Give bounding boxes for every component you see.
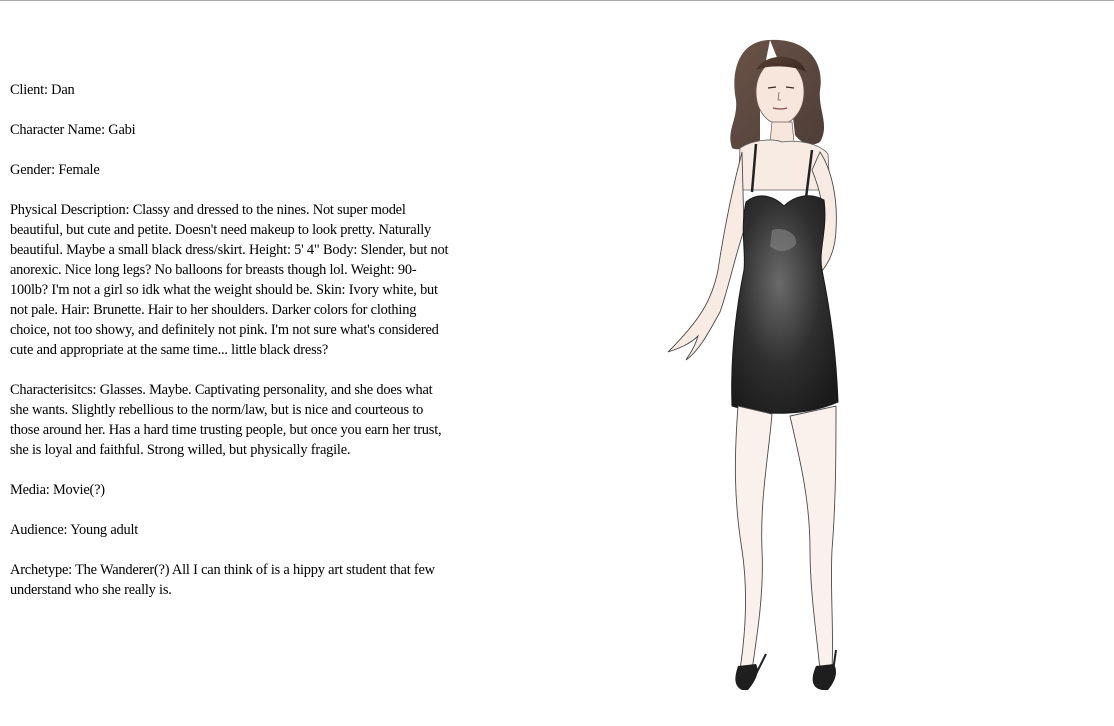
character-sketch-image: [660, 30, 880, 700]
character-name-line: Character Name: Gabi: [10, 122, 136, 138]
client-line: Client: Dan: [10, 82, 75, 98]
left-leg: [735, 406, 772, 670]
gender-line: Gender: Female: [10, 162, 100, 178]
media-line: Media: Movie(?): [10, 482, 105, 498]
top-border: [0, 0, 1114, 1]
left-arm: [668, 152, 744, 360]
archetype-paragraph: Archetype: The Wanderer(?) All I can think of is a hippy art student that few understand who she really is.: [10, 562, 435, 598]
characteristics-paragraph: Characterisitcs: Glasses. Maybe. Captivating personality, and she does what she wants. Slightly rebellious to the norm/law, but is nice and courteous to those around her. Has a hard time trusting people, but once you earn her trust, she is loyal and faithful. Strong willed, but physically fragile.: [10, 382, 442, 458]
character-profile: [10, 80, 450, 620]
physical-description-paragraph: Physical Description: Classy and dressed to the nines. Not super model beautiful, but cute and petite. Doesn't need makeup to look pretty. Naturally beautiful. Maybe a small black dress/skirt. Height: 5' 4" Body: Slender, but not anorexic. Nice long legs? No balloons for breasts though lol. Weight: 90-100lb? I'm not a girl so idk what the weight should be. Skin: Ivory white, but not pale. Hair: Brunette. Hair to her shoulders. Darker colors for clothing choice, not too showy, and definitely not pink. I'm not sure what's considered cute and appropriate at the same time... little black dress?: [10, 202, 449, 358]
face-shape: [756, 60, 804, 124]
right-leg: [790, 406, 836, 670]
audience-line: Audience: Young adult: [10, 522, 139, 538]
black-dress: [732, 196, 838, 414]
